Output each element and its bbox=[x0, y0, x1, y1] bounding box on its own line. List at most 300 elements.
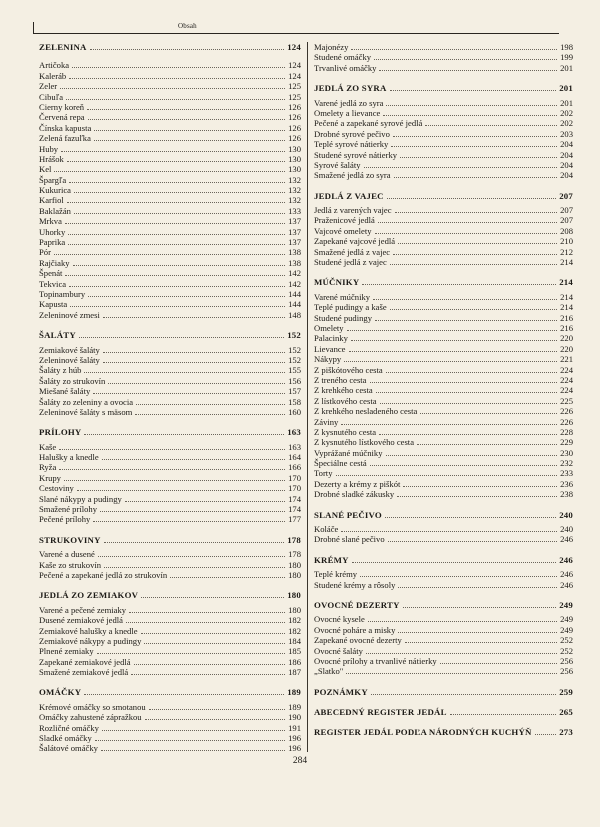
toc-entry-torty bbox=[314, 468, 573, 478]
dot-leader bbox=[88, 113, 286, 120]
toc-page-number: 214 bbox=[559, 277, 573, 288]
toc-page-number: 221 bbox=[560, 354, 573, 365]
toc-entry-zemiakove-nakypy-a-pudingy bbox=[39, 636, 301, 646]
toc-page-number: 220 bbox=[560, 343, 573, 354]
toc-label: Dezerty a krémy z piškót bbox=[314, 478, 401, 489]
dot-leader bbox=[135, 408, 285, 415]
dot-leader bbox=[61, 145, 285, 152]
toc-label: Tekvica bbox=[39, 278, 67, 289]
toc-entry-huby bbox=[39, 144, 301, 154]
toc-page-number: 180 bbox=[288, 559, 301, 570]
toc-label: Špeciálne cestá bbox=[314, 458, 367, 469]
dot-leader bbox=[72, 61, 285, 68]
dot-leader bbox=[104, 561, 285, 568]
dot-leader bbox=[378, 216, 557, 223]
dot-leader bbox=[366, 647, 557, 654]
dot-leader bbox=[103, 346, 285, 353]
toc-label: Majonézy bbox=[314, 42, 349, 52]
toc-label: Pečené a zapekané syrové jedlá bbox=[314, 118, 423, 129]
toc-label: Lievance bbox=[314, 343, 346, 354]
dot-leader bbox=[398, 237, 557, 244]
dot-leader bbox=[535, 728, 557, 735]
toc-label: Zemiakové nákypy a pudingy bbox=[39, 635, 142, 646]
toc-entry-sladke-omacky bbox=[39, 733, 301, 743]
toc-label: Pečené prílohy bbox=[39, 514, 91, 525]
toc-page-number: 216 bbox=[560, 322, 573, 333]
toc-page-number: 178 bbox=[287, 534, 301, 545]
toc-section-kremy bbox=[314, 555, 573, 565]
dot-leader bbox=[390, 303, 557, 310]
toc-label: Pór bbox=[39, 247, 51, 258]
dot-leader bbox=[388, 535, 557, 542]
toc-entry-drobne-syrove-pecivo bbox=[314, 129, 573, 139]
dot-leader bbox=[393, 130, 557, 137]
toc-entry-karfiol bbox=[39, 195, 301, 205]
toc-page-number: 163 bbox=[287, 427, 301, 438]
toc-page-number: 144 bbox=[288, 288, 301, 299]
toc-entry-spenat bbox=[39, 268, 301, 278]
toc-label: Zemiakové halušky a knedle bbox=[39, 625, 138, 636]
toc-label: Z treného cesta bbox=[314, 374, 367, 385]
toc-entry-cinska-kapusta bbox=[39, 123, 301, 133]
toc-entry-salaty-z-hub bbox=[39, 365, 301, 375]
toc-section-mucniky bbox=[314, 277, 573, 287]
toc-page-number: 256 bbox=[560, 666, 573, 677]
toc-page-number: 138 bbox=[288, 257, 301, 268]
dot-leader bbox=[69, 72, 285, 79]
toc-page-number: 186 bbox=[288, 656, 301, 667]
toc-page-number: 144 bbox=[288, 299, 301, 310]
toc-label: Cestoviny bbox=[39, 483, 74, 494]
toc-entry-ovocne-kysele bbox=[314, 614, 573, 624]
dot-leader bbox=[398, 581, 557, 588]
toc-page-number: 189 bbox=[287, 687, 301, 698]
toc-label: Jedlá z varených vajec bbox=[314, 205, 392, 216]
dot-leader bbox=[380, 397, 558, 404]
dot-leader bbox=[398, 626, 557, 633]
toc-page-number: 132 bbox=[288, 185, 301, 196]
toc-page-number: 207 bbox=[559, 190, 573, 201]
toc-entry-z-kysnuteho-listkoveho-cesta bbox=[314, 437, 573, 447]
toc-label: Drobné sladké zákusky bbox=[314, 489, 395, 500]
toc-page-number: 152 bbox=[288, 354, 301, 365]
toc-label: Šaláty z húb bbox=[39, 365, 82, 376]
toc-label: Vajcové omelety bbox=[314, 225, 372, 236]
toc-page-number: 246 bbox=[560, 579, 573, 590]
toc-entry-ovocne-prilohy-a-trvanlive-natierky bbox=[314, 656, 573, 666]
toc-page-number: 152 bbox=[287, 330, 301, 341]
toc-entry-studene-pudingy bbox=[314, 313, 573, 323]
toc-section-jedla-zo-syra bbox=[314, 83, 573, 93]
toc-entry-z-krehkeho-cesta bbox=[314, 385, 573, 395]
toc-label: POZNÁMKY bbox=[314, 686, 368, 697]
toc-entry-majonezy bbox=[314, 42, 573, 52]
dot-leader bbox=[371, 688, 556, 695]
toc-entry-studene-syrove-natierky bbox=[314, 150, 573, 160]
toc-page-number: 182 bbox=[288, 625, 301, 636]
toc-page-number: 156 bbox=[288, 375, 301, 386]
spacer bbox=[314, 500, 573, 510]
toc-entry-cierny-koren bbox=[39, 102, 301, 112]
page-number: 284 bbox=[292, 756, 308, 766]
toc-entry-dezerty-a-kremy-z-piskot bbox=[314, 479, 573, 489]
toc-entry-varene-a-pecene-zemiaky bbox=[39, 605, 301, 615]
toc-entry-studene-omacky bbox=[314, 52, 573, 62]
dot-leader bbox=[386, 99, 557, 106]
toc-page-number: 137 bbox=[288, 237, 301, 248]
spacer bbox=[39, 417, 301, 427]
toc-label: Plnené zemiaky bbox=[39, 646, 94, 657]
toc-label: Smažené zemiakové jedlá bbox=[39, 667, 129, 678]
toc-label: ZELENINA bbox=[39, 42, 87, 52]
dot-leader bbox=[386, 449, 558, 456]
toc-page-number: 246 bbox=[560, 534, 573, 545]
toc-label: Studené pudingy bbox=[314, 312, 373, 323]
toc-page-number: 180 bbox=[287, 590, 301, 601]
dot-leader bbox=[69, 280, 285, 287]
toc-entry-z-krehkeho-nesladeneho-cesta bbox=[314, 406, 573, 416]
toc-page-number: 130 bbox=[288, 143, 301, 154]
dot-leader bbox=[131, 668, 285, 675]
toc-entry-varene-a-dusene bbox=[39, 549, 301, 559]
toc-section-poznamky bbox=[314, 687, 573, 697]
dot-leader bbox=[149, 703, 285, 710]
dot-leader bbox=[397, 490, 557, 497]
toc-page-number: 185 bbox=[288, 646, 301, 657]
dot-leader bbox=[84, 366, 285, 373]
dot-leader bbox=[73, 259, 286, 266]
toc-label: Drobné syrové pečivo bbox=[314, 128, 390, 139]
toc-section-abecedny-register-jedal bbox=[314, 707, 573, 717]
dot-leader bbox=[144, 637, 285, 644]
toc-entry-nakypy bbox=[314, 354, 573, 364]
toc-page-number: 204 bbox=[560, 159, 573, 170]
dot-leader bbox=[87, 103, 285, 110]
toc-label: Omáčky zahustené zápražkou bbox=[39, 712, 142, 723]
toc-label: Palacinky bbox=[314, 333, 348, 344]
dot-leader bbox=[141, 591, 284, 598]
toc-entry-teple-pudingy-a-kase bbox=[314, 302, 573, 312]
toc-page-number: 130 bbox=[288, 164, 301, 175]
toc-label: Nákypy bbox=[314, 354, 342, 365]
dot-leader bbox=[344, 355, 557, 362]
toc-label: Uhorky bbox=[39, 226, 66, 237]
toc-label: Halušky a knedle bbox=[39, 452, 99, 463]
toc-page-number: 202 bbox=[560, 118, 573, 129]
toc-entry-varene-mucniky bbox=[314, 292, 573, 302]
toc-label: Dusené zemiakové jedlá bbox=[39, 615, 123, 626]
dot-leader bbox=[352, 556, 556, 563]
toc-page-number: 125 bbox=[288, 81, 301, 92]
dot-leader bbox=[70, 300, 285, 307]
toc-entry-varene-jedla-zo-syra bbox=[314, 98, 573, 108]
toc-page-number: 224 bbox=[560, 385, 573, 396]
toc-page-number: 130 bbox=[288, 153, 301, 164]
toc-entry-kel bbox=[39, 164, 301, 174]
dot-leader bbox=[450, 708, 557, 715]
dot-leader bbox=[417, 438, 557, 445]
spacer bbox=[39, 525, 301, 535]
toc-label: Špargľa bbox=[39, 174, 67, 185]
toc-label: JEDLÁ ZO SYRA bbox=[314, 83, 387, 94]
toc-entry-studene-jedla-z-vajec bbox=[314, 257, 573, 267]
toc-page-number: 155 bbox=[288, 365, 301, 376]
toc-page-number: 204 bbox=[560, 139, 573, 150]
toc-label: Z krehkého cesta bbox=[314, 385, 373, 396]
toc-label: Pečené a zapekané jedlá zo strukovín bbox=[39, 569, 168, 580]
toc-page-number: 249 bbox=[559, 599, 573, 610]
toc-page-number: 207 bbox=[560, 215, 573, 226]
dot-leader bbox=[67, 196, 285, 203]
toc-entry-paprika bbox=[39, 237, 301, 247]
toc-label: Koláče bbox=[314, 524, 339, 535]
dot-leader bbox=[403, 601, 557, 608]
toc-page-number: 174 bbox=[288, 493, 301, 504]
toc-label: Varené jedlá zo syra bbox=[314, 97, 384, 108]
toc-section-strukoviny bbox=[39, 535, 301, 545]
dot-leader bbox=[390, 84, 557, 91]
toc-label: Cibuľa bbox=[39, 91, 64, 102]
toc-page-number: 238 bbox=[560, 489, 573, 500]
toc-section-jedla-zo-zemiakov bbox=[39, 590, 301, 600]
toc-label: Vyprážané múčniky bbox=[314, 447, 383, 458]
toc-entry-zapekane-ovocne-dezerty bbox=[314, 635, 573, 645]
toc-label: Zapekané vajcové jedlá bbox=[314, 236, 396, 247]
running-header-title: Obsah bbox=[178, 22, 197, 30]
toc-page-number: 164 bbox=[288, 452, 301, 463]
toc-label: ABECEDNÝ REGISTER JEDÁL bbox=[314, 707, 447, 718]
dot-leader bbox=[341, 418, 557, 425]
toc-label: Studené syrové nátierky bbox=[314, 149, 398, 160]
toc-entry-plnene-zemiaky bbox=[39, 646, 301, 656]
spacer bbox=[314, 590, 573, 600]
dot-leader bbox=[420, 407, 557, 414]
dot-leader bbox=[170, 571, 285, 578]
toc-page-number: 203 bbox=[560, 128, 573, 139]
toc-label: Artičoka bbox=[39, 60, 70, 71]
toc-entry-z-piskotoveho-cesta bbox=[314, 365, 573, 375]
dot-leader bbox=[84, 428, 284, 435]
toc-page-number: 240 bbox=[559, 509, 573, 520]
toc-entry-articoka bbox=[39, 60, 301, 70]
toc-label: ŠALÁTY bbox=[39, 330, 76, 341]
toc-entry-kalerab bbox=[39, 71, 301, 81]
header-corner-line bbox=[33, 22, 34, 33]
toc-entry-zaviny bbox=[314, 417, 573, 427]
toc-label: Rajčiaky bbox=[39, 257, 70, 268]
toc-page-number: 142 bbox=[288, 278, 301, 289]
toc-entry-teple-kremy bbox=[314, 569, 573, 579]
dot-leader bbox=[84, 688, 284, 695]
toc-entry-ovocne-salaty bbox=[314, 646, 573, 656]
toc-page-number: 166 bbox=[288, 462, 301, 473]
toc-label: Syrové šaláty bbox=[314, 159, 361, 170]
toc-label: „Slatko" bbox=[314, 666, 344, 677]
dot-leader bbox=[364, 161, 558, 168]
toc-page-number: 124 bbox=[288, 60, 301, 71]
dot-leader bbox=[136, 398, 285, 405]
toc-label: Zapekané ovocné dezerty bbox=[314, 635, 402, 646]
toc-page-number: 214 bbox=[560, 302, 573, 313]
spacer bbox=[314, 181, 573, 191]
dot-leader bbox=[102, 724, 285, 731]
toc-section-zelenina bbox=[39, 42, 301, 52]
dot-leader bbox=[341, 525, 557, 532]
dot-leader bbox=[54, 165, 285, 172]
toc-entry-omelety-a-lievance bbox=[314, 108, 573, 118]
toc-entry-baklazan bbox=[39, 206, 301, 216]
dot-leader bbox=[360, 570, 557, 577]
toc-label: Kaše zo strukovín bbox=[39, 559, 102, 570]
toc-label: Kaleráb bbox=[39, 70, 67, 81]
toc-page-number: 138 bbox=[288, 247, 301, 258]
toc-label: Rozličné omáčky bbox=[39, 722, 99, 733]
toc-label: Čínska kapusta bbox=[39, 122, 92, 133]
toc-page-number: 196 bbox=[288, 733, 301, 744]
spacer bbox=[314, 545, 573, 555]
dot-leader bbox=[94, 134, 285, 141]
toc-page-number: 182 bbox=[288, 615, 301, 626]
dot-leader bbox=[391, 140, 557, 147]
toc-page-number: 252 bbox=[560, 635, 573, 646]
toc-entry-zemiakove-halusky-a-knedle bbox=[39, 626, 301, 636]
toc-page-number: 273 bbox=[559, 727, 573, 738]
dot-leader bbox=[141, 627, 286, 634]
toc-page-number: 208 bbox=[560, 225, 573, 236]
toc-entry-zeler bbox=[39, 81, 301, 91]
toc-page-number: 246 bbox=[559, 554, 573, 565]
dot-leader bbox=[79, 331, 284, 338]
dot-leader bbox=[379, 428, 557, 435]
toc-label: Karfiol bbox=[39, 195, 64, 206]
toc-label: Zeleninové zmesi bbox=[39, 309, 100, 320]
dot-leader bbox=[74, 207, 285, 214]
toc-page-number: 126 bbox=[288, 133, 301, 144]
toc-section-salaty bbox=[39, 330, 301, 340]
dot-leader bbox=[351, 43, 557, 50]
toc-entry-pecene-prilohy bbox=[39, 514, 301, 524]
toc-page-number: 220 bbox=[560, 333, 573, 344]
toc-label: Z krehkého nesladeného cesta bbox=[314, 406, 418, 417]
toc-label: Kapusta bbox=[39, 299, 68, 310]
toc-label: Teplé syrové nátierky bbox=[314, 139, 389, 150]
toc-label: Zemiakové šaláty bbox=[39, 344, 100, 355]
toc-entry-por bbox=[39, 247, 301, 257]
toc-label: Ovocné šaláty bbox=[314, 645, 363, 656]
dot-leader bbox=[394, 171, 558, 178]
toc-page-number: 126 bbox=[288, 101, 301, 112]
toc-entry-salatove-omacky bbox=[39, 743, 301, 753]
toc-page-number: 249 bbox=[560, 624, 573, 635]
toc-label: Omelety a lievance bbox=[314, 107, 381, 118]
toc-entry-drobne-slane-pecivo bbox=[314, 534, 573, 544]
dot-leader bbox=[385, 511, 556, 518]
toc-label: Hrášok bbox=[39, 153, 64, 164]
dot-leader bbox=[68, 238, 285, 245]
dot-leader bbox=[386, 366, 557, 373]
toc-page-number: 158 bbox=[288, 396, 301, 407]
toc-page-number: 132 bbox=[288, 195, 301, 206]
toc-label: Ovocné prílohy a trvanlivé nátierky bbox=[314, 655, 437, 666]
toc-page-number: 224 bbox=[560, 374, 573, 385]
toc-entry-pecene-a-zapekane-jedla-zo-strukovin bbox=[39, 570, 301, 580]
toc-label: Omelety bbox=[314, 322, 344, 333]
dot-leader bbox=[60, 82, 285, 89]
toc-page-number: 226 bbox=[560, 406, 573, 417]
toc-page-number: 180 bbox=[288, 604, 301, 615]
toc-entry-zapekane-zemiakove-jedla bbox=[39, 657, 301, 667]
toc-label: Huby bbox=[39, 143, 59, 154]
toc-page-number: 174 bbox=[288, 504, 301, 515]
dot-leader bbox=[370, 376, 558, 383]
dot-leader bbox=[373, 293, 557, 300]
dot-leader bbox=[88, 290, 285, 297]
toc-label: Z kysnutého lístkového cesta bbox=[314, 437, 415, 448]
toc-label: Praženicové jedlá bbox=[314, 215, 375, 226]
toc-page-number: 216 bbox=[560, 312, 573, 323]
toc-page-number: 232 bbox=[560, 458, 573, 469]
toc-entry-vajcove-omelety bbox=[314, 226, 573, 236]
dot-leader bbox=[103, 311, 285, 318]
toc-label: Trvanlivé omáčky bbox=[314, 62, 377, 73]
toc-page-number: 252 bbox=[560, 645, 573, 656]
spacer bbox=[39, 52, 301, 60]
dot-leader bbox=[125, 495, 285, 502]
toc-label: Topinambury bbox=[39, 288, 86, 299]
toc-page-number: 240 bbox=[560, 524, 573, 535]
dot-leader bbox=[383, 109, 557, 116]
dot-leader bbox=[68, 228, 285, 235]
toc-entry-zeleninove-salaty-s-masom bbox=[39, 407, 301, 417]
dot-leader bbox=[351, 334, 557, 341]
toc-label: Šalátové omáčky bbox=[39, 743, 98, 754]
toc-label: Krupy bbox=[39, 472, 61, 483]
toc-label: Varené a pečené zemiaky bbox=[39, 604, 127, 615]
toc-label: Varené a dusené bbox=[39, 549, 95, 560]
toc-label: OVOCNÉ DEZERTY bbox=[314, 599, 400, 610]
toc-label: Z lístkového cesta bbox=[314, 395, 377, 406]
toc-label: Paprika bbox=[39, 237, 66, 248]
toc-label: Baklažán bbox=[39, 205, 71, 216]
toc-label: Zapekané zemiakové jedlá bbox=[39, 656, 131, 667]
toc-label: Cierny koreň bbox=[39, 101, 85, 112]
dot-leader bbox=[390, 258, 557, 265]
toc-label: KRÉMY bbox=[314, 554, 349, 565]
toc-section-slane-pecivo bbox=[314, 510, 573, 520]
dot-leader bbox=[425, 119, 557, 126]
toc-entry-z-kysnuteho-cesta bbox=[314, 427, 573, 437]
toc-section-ovocne-dezerty bbox=[314, 600, 573, 610]
dot-leader bbox=[108, 377, 285, 384]
header-rule bbox=[33, 33, 559, 34]
toc-label: Zeler bbox=[39, 81, 58, 92]
toc-label: JEDLÁ Z VAJEC bbox=[314, 190, 384, 201]
dot-leader bbox=[66, 93, 285, 100]
dot-leader bbox=[145, 713, 286, 720]
toc-page-number: 265 bbox=[559, 707, 573, 718]
toc-label: Špenát bbox=[39, 268, 63, 279]
toc-label: Kel bbox=[39, 164, 52, 175]
dot-leader bbox=[97, 647, 285, 654]
toc-page-number: 207 bbox=[560, 205, 573, 216]
dot-leader bbox=[54, 248, 285, 255]
spacer bbox=[314, 267, 573, 277]
toc-label: Studené omáčky bbox=[314, 52, 372, 63]
dot-leader bbox=[393, 248, 557, 255]
toc-page-number: 187 bbox=[288, 667, 301, 678]
toc-section-jedla-z-vajec bbox=[314, 191, 573, 201]
toc-entry-palacinky bbox=[314, 333, 573, 343]
